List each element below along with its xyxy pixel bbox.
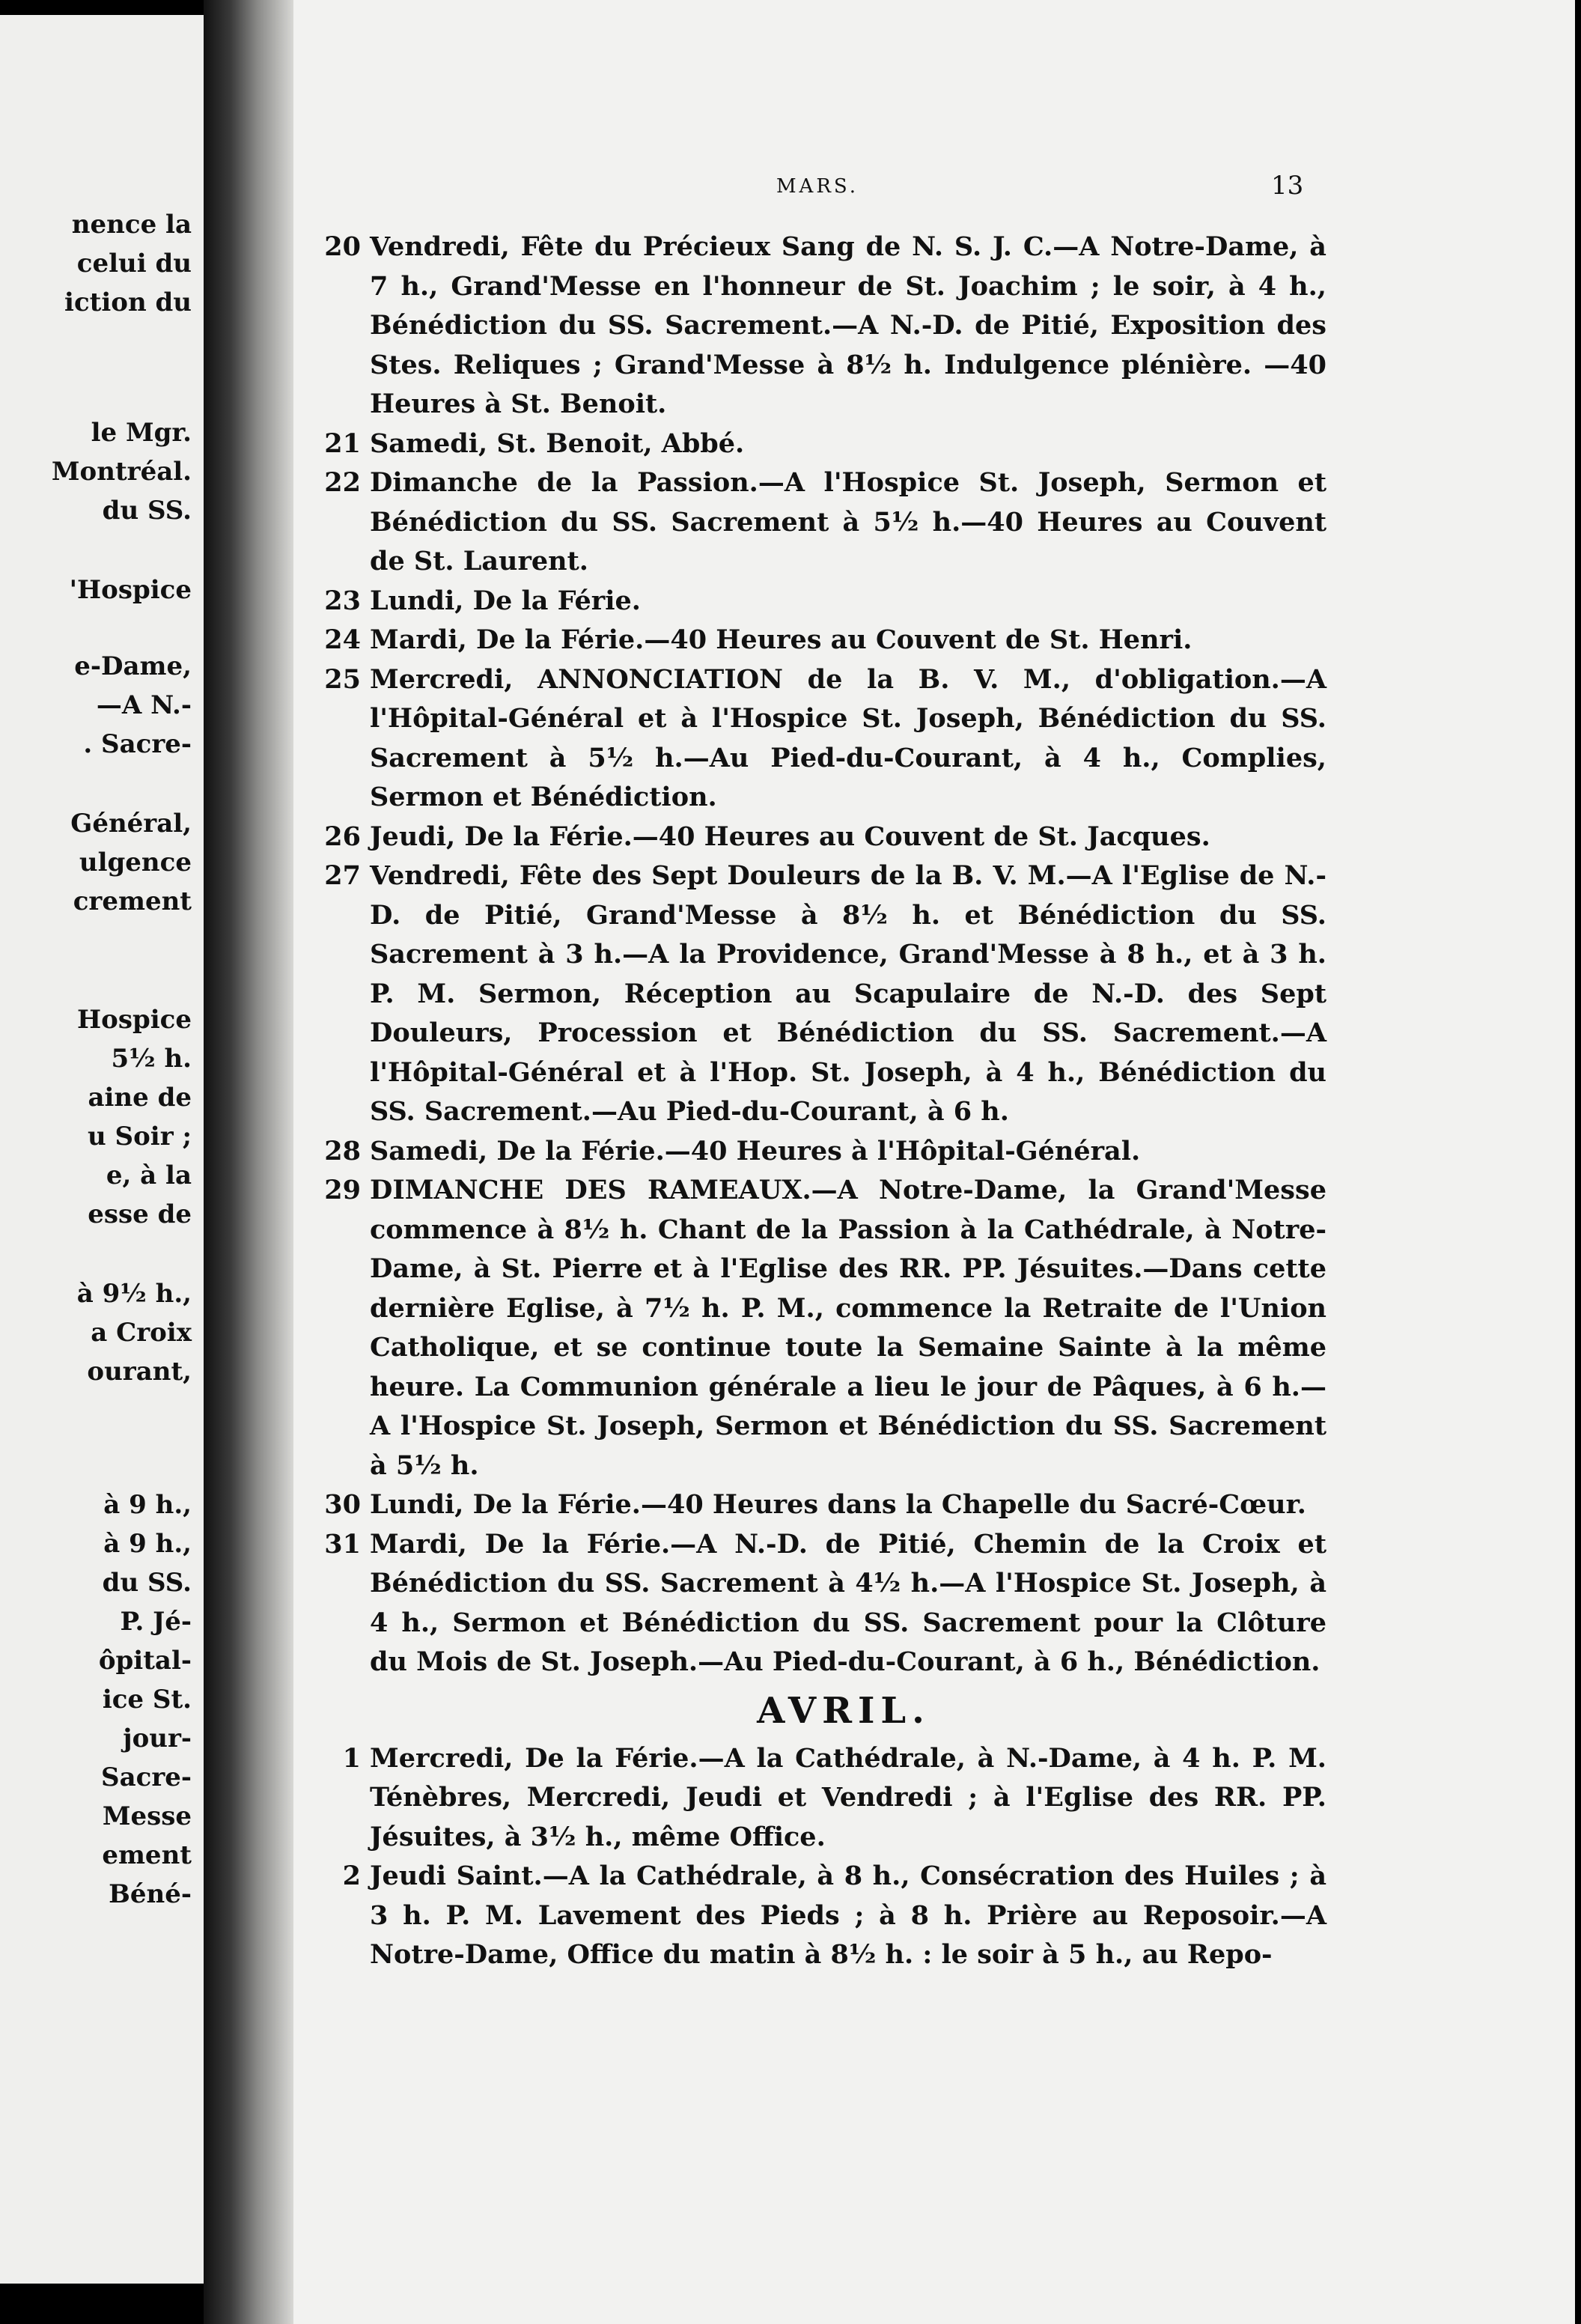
facing-page-line: Béné- (109, 1879, 192, 1909)
facing-page-line: a Croix (91, 1318, 192, 1348)
day-number: 2 (342, 1861, 361, 1891)
facing-page-line: crement (73, 886, 192, 916)
facing-page-line: 'Hospice (69, 575, 192, 605)
day-number: 30 (324, 1489, 361, 1520)
day-number: 20 (324, 231, 361, 262)
entry-text: Samedi, De la Férie.—40 Heures à l'Hôpital-Général. (370, 1135, 1141, 1166)
facing-page-line: aine de (88, 1083, 192, 1113)
calendar-entry (323, 228, 1326, 425)
facing-page-line: ice St. (102, 1685, 192, 1715)
facing-page-line: u Soir ; (87, 1122, 192, 1152)
facing-page-line: ôpital- (98, 1646, 192, 1676)
facing-page-line: Messe (102, 1801, 192, 1831)
entry-text: Jeudi, De la Férie.—40 Heures au Couvent de St. Jacques. (370, 821, 1210, 852)
facing-page-line: à 9½ h., (76, 1279, 192, 1309)
facing-page-line: —A N.- (96, 690, 192, 720)
calendar-entry (323, 1857, 1326, 1975)
calendar-entry (323, 818, 1326, 857)
day-number: 26 (324, 821, 361, 852)
day-number: 24 (324, 624, 361, 655)
day-number: 25 (324, 663, 361, 695)
calendar-entry (323, 857, 1326, 1132)
facing-page-line: du SS. (102, 1568, 192, 1598)
calendar-entry (323, 463, 1326, 582)
facing-page-line: 5½ h. (111, 1044, 192, 1074)
facing-page-line: e, à la (106, 1161, 192, 1190)
facing-page-line: Général, (70, 809, 192, 839)
book-gutter (204, 0, 293, 2324)
facing-page-line: ourant, (87, 1357, 192, 1387)
entry-text: Samedi, St. Benoit, Abbé. (370, 428, 745, 459)
entry-text: DIMANCHE DES RAMEAUX.—A Notre-Dame, la Grand'Messe commence à 8½ h. Chant de la Passion à la Cathédrale, à Notre-Dame, à St. Pierre et à l'Eglise des RR. PP. Jésuites.—Dans cette dernière Eglise, à 7½ h. P. M., commence la Retraite de l'Union Catholique, et se continue toute la Semaine Sainte à la même heure. La Communion générale a lieu le jour de Pâques, à 6 h.—A l'Hospice St. Joseph, Sermon et Bénédiction du SS. Sacrement à 5½ h. (370, 1175, 1326, 1481)
facing-page-line: jour- (123, 1724, 192, 1753)
facing-page-line: Sacre- (101, 1762, 192, 1792)
calendar-entry (323, 1171, 1326, 1485)
entry-text: Dimanche de la Passion.—A l'Hospice St. Joseph, Sermon et Bénédiction du SS. Sacrement à 5½ h.—40 Heures au Couvent de St. Laurent. (370, 467, 1326, 577)
running-head: MARS. (776, 175, 859, 198)
entry-text: Vendredi, Fête du Précieux Sang de N. S. J. C.—A Notre-Dame, à 7 h., Grand'Messe en l'honneur de St. Joachim ; le soir, à 4 h., Bénédiction du SS. Sacrement.—A N.-D. de Pitié, Exposition des Stes. Reliques ; Grand'Messe à 8½ h. Indulgence plénière. —40 Heures à St. Benoit. (370, 231, 1326, 419)
facing-page-line: e-Dame, (74, 651, 192, 681)
calendar-entry (323, 621, 1326, 660)
facing-page-line: du SS. (102, 496, 192, 526)
facing-page-line: iction du (64, 288, 192, 317)
day-number: 23 (324, 585, 361, 616)
facing-page-line: le Mgr. (91, 418, 192, 448)
day-number: 27 (324, 860, 361, 891)
facing-page-line: celui du (76, 249, 192, 279)
calendar-entry (323, 1739, 1326, 1858)
month-heading: AVRIL. (757, 1689, 930, 1732)
facing-page-fragment (0, 15, 204, 2284)
entry-text: Mercredi, De la Férie.—A la Cathédrale, à N.-Dame, à 4 h. P. M. Ténèbres, Mercredi, Jeudi et Vendredi ; à l'Eglise des RR. PP. Jésuites, à 3½ h., même Office. (370, 1742, 1326, 1852)
entry-text: Mardi, De la Férie.—40 Heures au Couvent de St. Henri. (370, 624, 1192, 655)
avril-entries (323, 1739, 1326, 1975)
day-number: 29 (324, 1175, 361, 1205)
calendar-entry (323, 425, 1326, 464)
facing-page-line: Montréal. (51, 457, 192, 487)
facing-page-line: ement (102, 1840, 192, 1870)
calendar-entry (323, 1132, 1326, 1172)
entry-text: Mercredi, ANNONCIATION de la B. V. M., d'obligation.—A l'Hôpital-Général et à l'Hospice St. Joseph, Bénédiction du SS. Sacrement à 5½ h.—Au Pied-du-Courant, à 4 h., Complies, Sermon et Bénédiction. (370, 663, 1326, 812)
calendar-entries (323, 228, 1326, 1975)
page-number: 13 (1271, 171, 1304, 201)
entry-text: Jeudi Saint.—A la Cathédrale, à 8 h., Consécration des Huiles ; à 3 h. P. M. Lavement des Pieds ; à 8 h. Prière au Reposoir.—A Notre-Dame, Office du matin à 8½ h. : le soir à 5 h., au Repo- (370, 1861, 1326, 1970)
day-number: 31 (324, 1528, 361, 1560)
day-number: 22 (324, 467, 361, 498)
facing-page-line: Hospice (77, 1005, 192, 1035)
page (293, 0, 1575, 2324)
calendar-entry (323, 660, 1326, 818)
entry-text: Lundi, De la Férie.—40 Heures dans la Chapelle du Sacré-Cœur. (370, 1489, 1306, 1520)
entry-text: Lundi, De la Férie. (370, 585, 641, 616)
day-number: 1 (342, 1742, 361, 1774)
calendar-entry (323, 1525, 1326, 1682)
calendar-entry (323, 1485, 1326, 1525)
facing-page-line: esse de (88, 1199, 192, 1229)
mars-entries (323, 228, 1326, 1682)
facing-page-line: nence la (71, 210, 192, 240)
day-number: 21 (324, 428, 361, 459)
facing-page-line: P. Jé- (120, 1607, 192, 1637)
facing-page-line: à 9 h., (103, 1529, 192, 1559)
entry-text: Mardi, De la Férie.—A N.-D. de Pitié, Chemin de la Croix et Bénédiction du SS. Sacrement à 4½ h.—A l'Hospice St. Joseph, à 4 h., Sermon et Bénédiction du SS. Sacrement pour la Clôture du Mois de St. Joseph.—Au Pied-du-Courant, à 6 h., Bénédiction. (370, 1528, 1326, 1677)
entry-text: Vendredi, Fête des Sept Douleurs de la B. V. M.—A l'Eglise de N.-D. de Pitié, Grand'Messe à 8½ h. et Bénédiction du SS. Sacrement à 3 h.—A la Providence, Grand'Messe à 8 h., et à 3 h. P. M. Sermon, Réception au Scapulaire de N.-D. des Sept Douleurs, Procession et Bénédiction du SS. Sacrement.—A l'Hôpital-Général et à l'Hop. St. Joseph, à 4 h., Bénédiction du SS. Sacrement.—Au Pied-du-Courant, à 6 h. (370, 860, 1326, 1127)
facing-page-line: ulgence (79, 848, 192, 877)
facing-page-line: . Sacre- (83, 729, 192, 759)
facing-page-line: à 9 h., (103, 1490, 192, 1520)
day-number: 28 (324, 1135, 361, 1166)
calendar-entry (323, 582, 1326, 621)
